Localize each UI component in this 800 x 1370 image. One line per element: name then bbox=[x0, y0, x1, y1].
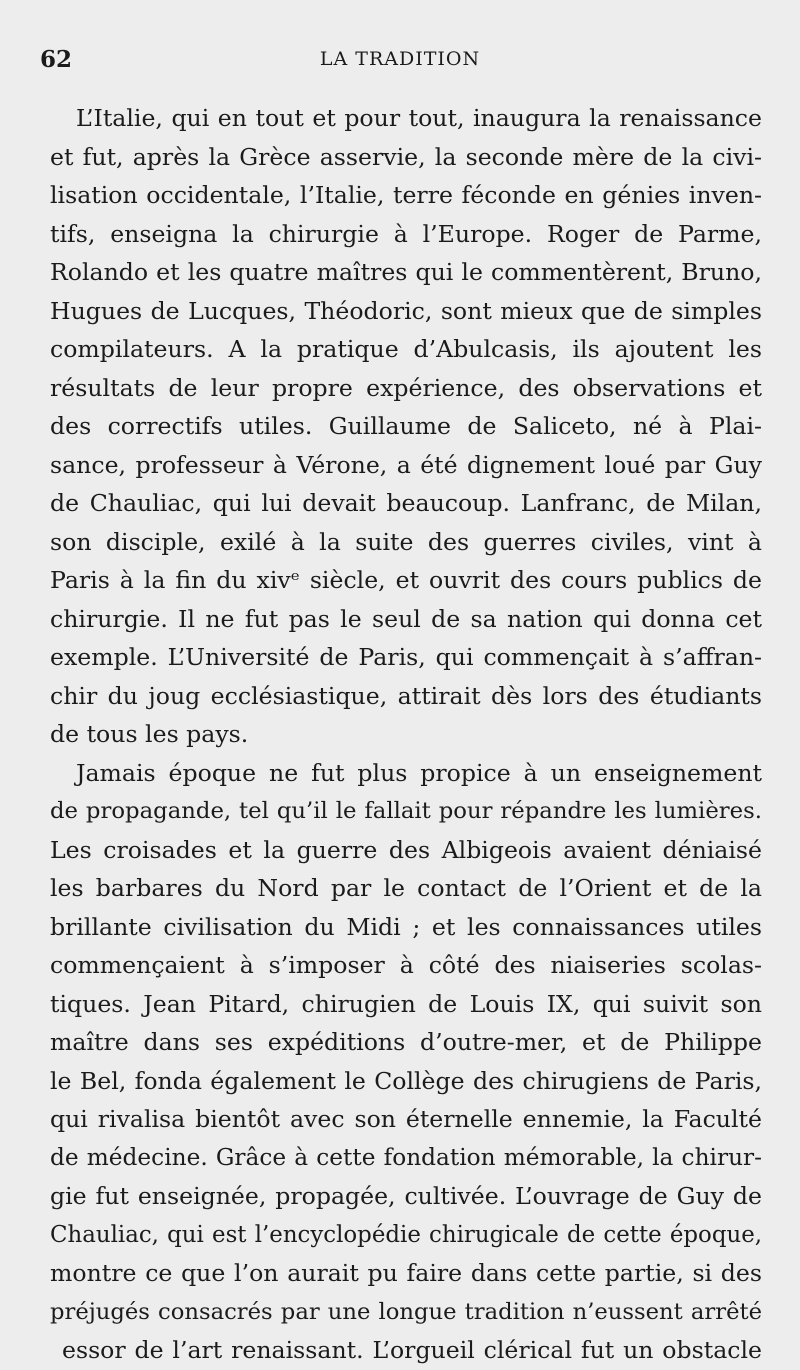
paragraph-2-line: le Bel, fonda également le Collège des chirugiens de Paris, bbox=[50, 1066, 762, 1095]
paragraph-2-line: qui rivalisa bientôt avec son éternelle ennemie, la Faculté bbox=[50, 1105, 762, 1133]
body-text bbox=[50, 99, 762, 1370]
paragraph-1-line: et fut, après la Grèce asservie, la seconde mère de la civi- bbox=[50, 142, 762, 171]
paragraph-2-line: essor de l’art renaissant. L’orgueil clérical fut un obstacle bbox=[62, 1336, 762, 1364]
paragraph-1-line: sance, professeur à Vérone, a été dignement loué par Guy bbox=[50, 450, 762, 479]
paragraph-1-line: de Chauliac, qui lui devait beaucoup. Lanfranc, de Milan, bbox=[50, 489, 762, 517]
paragraph-2-line: Les croisades et la guerre des Albigeois avaient déniaisé bbox=[50, 835, 762, 864]
running-title: LA TRADITION bbox=[319, 48, 481, 70]
paragraph-1-line: des correctifs utiles. Guillaume de Saliceto, né à Plai- bbox=[50, 412, 762, 440]
paragraph-2-line: Chauliac, qui est l’encyclopédie chirugicale de cette époque, bbox=[50, 1221, 762, 1248]
paragraph-1-line: L’Italie, qui en tout et pour tout, inaugura la renaissance bbox=[76, 104, 762, 132]
paragraph-1-line: son disciple, exilé à la suite des guerres civiles, vint à bbox=[50, 527, 762, 556]
paragraph-1-line: tifs, enseigna la chirurgie à l’Europe. Roger de Parme, bbox=[50, 219, 762, 248]
paragraph-1-line: lisation occidentale, l’Italie, terre féconde en génies inven- bbox=[50, 181, 762, 209]
paragraph-2-line: brillante civilisation du Midi ; et les connaissances utiles bbox=[50, 912, 762, 941]
paragraph-1-line: compilateurs. A la pratique d’Abulcasis, ils ajoutent les bbox=[50, 335, 762, 363]
paragraph-2-line: de propagande, tel qu’il le fallait pour répandre les lumières. bbox=[50, 798, 762, 824]
paragraph-1-line: Rolando et les quatre maîtres qui le commentèrent, Bruno, bbox=[50, 258, 762, 286]
paragraph-1-line: exemple. L’Université de Paris, qui commençait à s’affran- bbox=[50, 643, 762, 671]
paragraph-2-line: les barbares du Nord par le contact de l’Orient et de la bbox=[50, 874, 762, 902]
paragraph-2-line: tiques. Jean Pitard, chirugien de Louis IX, qui suivit son bbox=[50, 989, 762, 1018]
paragraph-2-line: gie fut enseignée, propagée, cultivée. L’ouvrage de Guy de bbox=[50, 1182, 762, 1210]
paragraph-1-line: Hugues de Lucques, Théodoric, sont mieux que de simples bbox=[50, 296, 762, 325]
paragraph-1-line: chir du joug ecclésiastique, attirait dès lors des étudiants bbox=[50, 681, 762, 710]
paragraph-2-line: préjugés consacrés par une longue tradition n’eussent arrêté bbox=[50, 1298, 762, 1325]
paragraph-2-line: montre ce que l’on aurait pu faire dans cette partie, si des bbox=[50, 1259, 762, 1287]
paragraph-2-line: maître dans ses expéditions d’outre-mer, et de Philippe bbox=[50, 1028, 762, 1056]
paragraph-1-line: résultats de leur propre expérience, des observations et bbox=[50, 373, 762, 402]
paragraph-1-line: de tous les pays. bbox=[50, 720, 249, 748]
paragraph-1-line: chirurgie. Il ne fut pas le seul de sa nation qui donna cet bbox=[50, 604, 762, 633]
page-number: 62 bbox=[40, 46, 73, 73]
page-header bbox=[34, 46, 766, 76]
paragraph-2-line: commençaient à s’imposer à côté des niaiseries scolas- bbox=[50, 951, 762, 979]
paragraph-1-line: Paris à la fin du xivᵉ siècle, et ouvrit des cours publics de bbox=[50, 566, 762, 594]
paragraph-2-line: de médecine. Grâce à cette fondation mémorable, la chirur- bbox=[50, 1143, 762, 1171]
paragraph-2-line: Jamais époque ne fut plus propice à un enseignement bbox=[76, 758, 762, 787]
